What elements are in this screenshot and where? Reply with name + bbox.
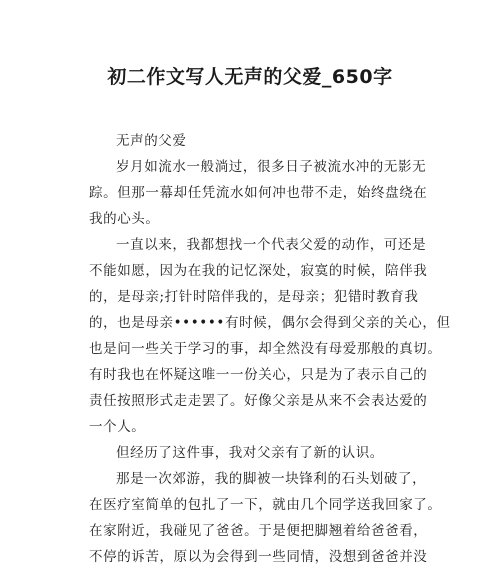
paragraph-line: 但经历了这件事，我对父亲有了新的认识。: [116, 445, 384, 461]
paragraph-line: 踪。但那一幕却任凭流水如何冲也带不走，始终盘绕在: [89, 185, 428, 201]
paragraph-line: 不能如愿，因为在我的记忆深处，寂寞的时候，陪伴我: [89, 263, 428, 279]
paragraph-line: 一个人。: [89, 419, 146, 435]
paragraph-line: 那是一次郊游，我的脚被一块锋利的石头划破了，: [116, 471, 427, 487]
paragraph-line: 责任按照形式走走罢了。好像父亲是从来不会表达爱的: [89, 393, 428, 409]
document-title: 初二作文写人无声的父爱_650字: [107, 66, 393, 88]
document-body: [89, 128, 451, 566]
paragraph-line: 的，是母亲;打针时陪伴我的，是母亲；犯错时教育我: [89, 289, 419, 305]
paragraph-line: 一直以来，我都想找一个代表父爱的动作，可还是: [116, 237, 427, 253]
paragraph-line: 有时我也在怀疑这唯一一份关心，只是为了表示自己的: [89, 367, 428, 383]
paragraph-line: 无声的父爱: [116, 133, 187, 149]
paragraph-line: 我的心头。: [89, 211, 160, 227]
paragraph-line: 也是问一些关于学习的事，却全然没有母爱那般的真切。: [89, 341, 442, 357]
paragraph-line: 不停的诉苦，原以为会得到一些同情，没想到爸爸并没: [89, 549, 428, 565]
paragraph-line: 在医疗室简单的包扎了一下，就由几个同学送我回家了。: [89, 497, 442, 513]
paragraph-line: 岁月如流水一般淌过，很多日子被流水冲的无影无: [116, 159, 427, 175]
paragraph-line: 在家附近，我碰见了爸爸。于是便把脚翘着给爸爸看，: [89, 523, 428, 539]
paragraph-line: 的，也是母亲••••••有时候，偶尔会得到父亲的关心，但: [89, 315, 451, 331]
